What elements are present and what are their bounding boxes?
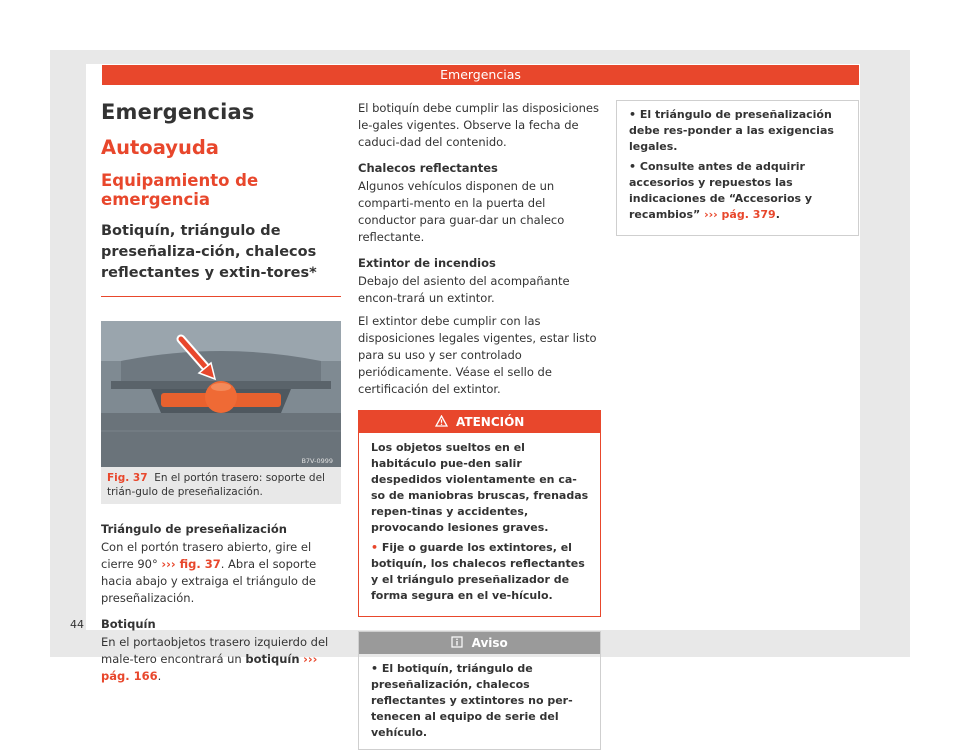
page-379-link[interactable]: ››› pág. 379 — [704, 208, 776, 221]
figure-caption — [101, 467, 341, 504]
first-aid-heading: Botiquín — [101, 617, 156, 631]
figure-caption-text: En el portón trasero: soporte del trián-gulo de preseñalización. — [107, 472, 325, 498]
figure-code: B7V-0999 — [301, 457, 333, 465]
column-right — [616, 100, 859, 236]
bullet-icon: • — [371, 541, 379, 554]
vest-heading: Chalecos reflectantes — [358, 161, 498, 175]
vest-paragraph: Algunos vehículos disponen de un comparti-mento en la puerta del conductor para guar-dar un chaleco reflectante. — [358, 179, 565, 244]
bullet-icon: • — [629, 160, 637, 173]
column-left — [101, 100, 341, 691]
warning-bullet-item: • Fije o guarde los extintores, el botiquín, los chalecos reflectantes y el triángulo preseñalizador de forma segura en el ve-hículo. — [371, 541, 585, 602]
triangle-paragraph: Con el portón trasero abierto, gire el cierre 90° ››› fig. 37. Abra el soporte hacia abajo y extraiga el triángulo de preseñalización. — [101, 540, 317, 605]
extinguisher-paragraph-2: El extintor debe cumplir con las disposiciones legales vigentes, estar listo para su uso y ser controlado periódicamente. Véase el sello de certificación del extintor. — [358, 314, 597, 396]
figure-37 — [101, 321, 341, 504]
subsection-title: Equipamiento de emergencia — [101, 171, 259, 209]
triangle-heading: Triángulo de preseñalización — [101, 522, 287, 536]
warning-triangle-icon — [435, 415, 448, 427]
page-number: 44 — [70, 618, 84, 631]
note-info-icon — [451, 636, 463, 648]
note-title: Aviso — [471, 636, 508, 650]
note-continuation-box — [616, 100, 859, 236]
warning-body — [359, 433, 600, 616]
page-166-link[interactable]: ››› pág. 166 — [101, 652, 318, 683]
note-bullet-item: • Consulte antes de adquirir accesorios y repuestos las indicaciones de “Accesorios y recambios” ››› pág. 379. — [629, 160, 813, 221]
topic-title: Botiquín, triángulo de preseñaliza-ción, chalecos reflectantes y extin-tores* — [101, 221, 341, 297]
fig-37-link[interactable]: ››› fig. 37 — [161, 557, 221, 571]
note-box — [358, 631, 601, 750]
column-middle — [358, 100, 601, 750]
note-body — [359, 654, 600, 749]
figure-number: Fig. 37 — [107, 472, 148, 484]
warning-paragraph: Los objetos sueltos en el habitáculo pue-den salir despedidos violentamente en ca-so de maniobras bruscas, frenadas repen-tinas y accidentes, provocando lesiones graves. — [371, 441, 589, 534]
note-header — [359, 632, 600, 654]
triangle-holder-drawing — [101, 321, 341, 467]
warning-header — [359, 411, 600, 433]
section-header: Emergencias — [102, 65, 859, 85]
extinguisher-paragraph-1: Debajo del asiento del acompañante encon-trará un extintor. — [358, 274, 570, 305]
trunk-lid-illustration — [101, 321, 341, 467]
bullet-icon: • — [629, 108, 637, 121]
note-bullet-item: • El triángulo de preseñalización debe res-ponder a las exigencias legales. — [629, 108, 834, 153]
bullet-icon: • — [371, 662, 379, 675]
warning-box — [358, 410, 601, 617]
warning-title: ATENCIÓN — [456, 415, 525, 429]
section-title: Autoayuda — [101, 136, 219, 159]
first-aid-validity-paragraph: El botiquín debe cumplir las disposiciones le-gales vigentes. Observe la fecha de caduci-dad del contenido. — [358, 101, 599, 149]
first-aid-paragraph: En el portaobjetos trasero izquierdo del male-tero encontrará un botiquín ››› pág. 166. — [101, 635, 329, 683]
extinguisher-heading: Extintor de incendios — [358, 256, 496, 270]
chapter-title: Emergencias — [101, 100, 255, 124]
note-bullet-item: • El botiquín, triángulo de preseñalización, chalecos reflectantes y extintores no per-tenecen al equipo de serie del vehículo. — [371, 662, 573, 739]
